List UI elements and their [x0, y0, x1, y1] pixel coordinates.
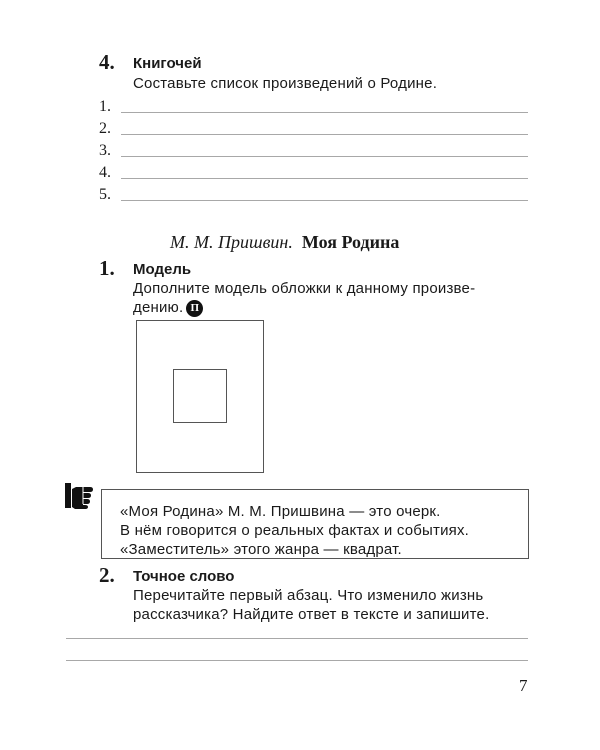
cover-model-inner-square[interactable]: [173, 369, 227, 423]
answer-line-3[interactable]: [121, 156, 528, 157]
info-line-3: «Заместитель» этого жанра — квадрат.: [120, 541, 402, 558]
task1-title: Модель: [133, 261, 192, 278]
pointing-hand-icon: [63, 480, 103, 512]
task1-instruction-line2: [133, 298, 203, 317]
task2-title: Точное слово: [133, 568, 235, 585]
info-box: [101, 489, 529, 559]
task2-instruction-line1: Перечитайте первый абзац. Что изменило жизнь: [133, 587, 484, 604]
answer-line-5[interactable]: [121, 200, 528, 201]
section-work-title: Моя Родина: [301, 232, 400, 252]
section-author: М. М. Пришвин.: [170, 232, 293, 252]
task1-instruction-line2-text: дению.: [133, 299, 184, 316]
info-line-2: В нём говорится о реальных фактах и событиях.: [120, 522, 470, 539]
info-line-1: «Моя Родина» М. М. Пришвина — это очерк.: [120, 503, 441, 520]
line-number-1: 1.: [99, 98, 111, 115]
line-number-5: 5.: [99, 186, 111, 203]
task4-instruction: Составьте список произведений о Родине.: [133, 75, 438, 92]
task2-answer-line-2[interactable]: [66, 660, 528, 661]
task4-number: 4.: [99, 50, 115, 74]
line-number-4: 4.: [99, 164, 111, 181]
task2-instruction-line2: рассказчика? Найдите ответ в тексте и запишите.: [133, 606, 490, 623]
task2-answer-line-1[interactable]: [66, 638, 528, 639]
page-number: 7: [519, 676, 528, 695]
task2-number: 2.: [99, 563, 115, 587]
task4-title: Книгочей: [133, 55, 202, 72]
line-number-2: 2.: [99, 120, 111, 137]
answer-line-1[interactable]: [121, 112, 528, 113]
level-badge: П: [186, 300, 203, 317]
section-title: [170, 232, 399, 253]
answer-line-4[interactable]: [121, 178, 528, 179]
task1-number: 1.: [99, 256, 115, 280]
answer-line-2[interactable]: [121, 134, 528, 135]
task1-instruction-line1: Дополните модель обложки к данному произве-: [133, 280, 476, 297]
line-number-3: 3.: [99, 142, 111, 159]
